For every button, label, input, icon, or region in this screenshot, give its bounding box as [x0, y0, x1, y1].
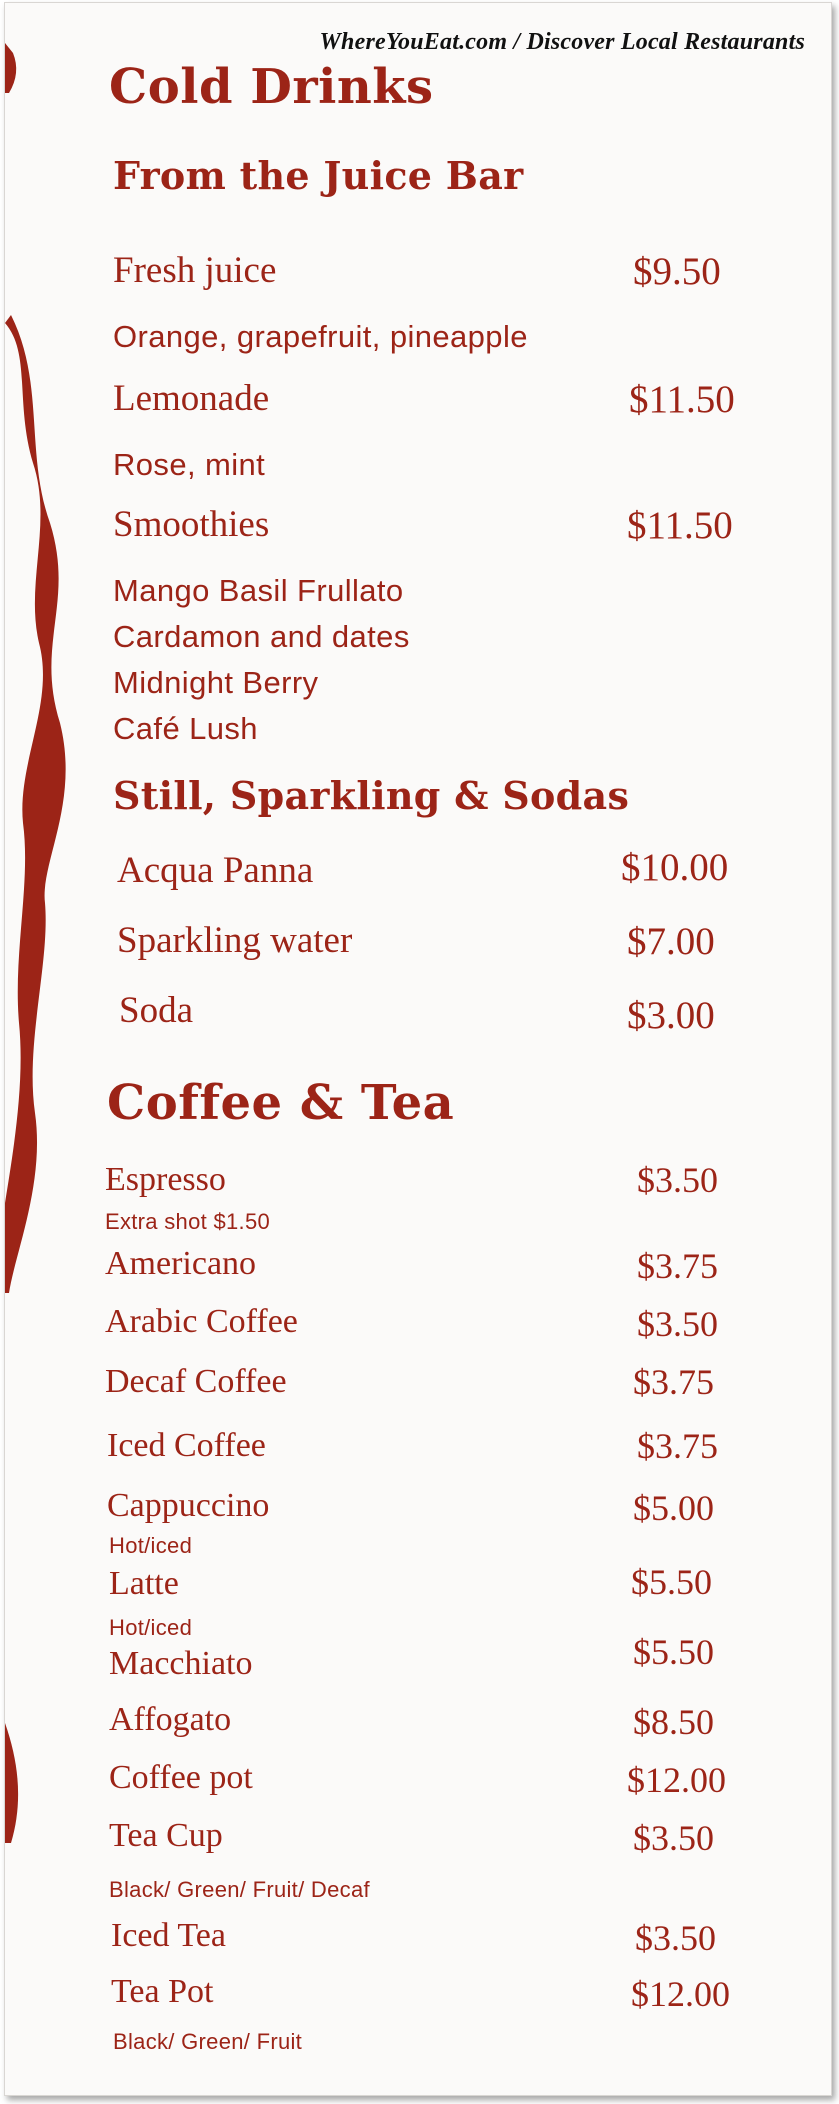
menu-item-price: $5.50: [633, 1632, 714, 1672]
menu-item-name: Smoothies: [113, 504, 270, 545]
menu-item-price: $12.00: [627, 1760, 726, 1800]
menu-item-price: $3.00: [627, 994, 715, 1037]
menu-item-note: Hot/iced: [109, 1615, 193, 1640]
subsection-title-sodas: Still, Sparkling & Sodas: [113, 773, 630, 818]
menu-item-note: Black/ Green/ Fruit/ Decaf: [109, 1877, 370, 1902]
menu-item-name: Iced Tea: [111, 1917, 226, 1954]
menu-item-price: $8.50: [633, 1702, 714, 1742]
menu-page: [4, 2, 832, 2096]
menu-item-description: Rose, mint: [113, 447, 266, 482]
section-title-cold-drinks: Cold Drinks: [109, 59, 434, 115]
menu-item-name: Sparkling water: [117, 920, 353, 961]
menu-item-price: $3.75: [637, 1426, 718, 1466]
menu-item-name: Acqua Panna: [117, 850, 314, 891]
menu-item-name: Coffee pot: [109, 1759, 253, 1796]
menu-item-name: Latte: [109, 1565, 179, 1602]
menu-item-name: Affogato: [109, 1701, 232, 1738]
menu-item-note: Black/ Green/ Fruit: [113, 2029, 303, 2054]
menu-item-name: Americano: [105, 1245, 257, 1282]
menu-item-price: $5.50: [631, 1562, 712, 1602]
menu-item-name: Espresso: [105, 1161, 226, 1198]
menu-item-price: $10.00: [621, 846, 729, 889]
menu-item-price: $3.50: [637, 1160, 718, 1200]
menu-item-name: Tea Pot: [111, 1973, 214, 2010]
menu-item-name: Cappuccino: [107, 1487, 270, 1524]
menu-item-price: $3.75: [637, 1246, 718, 1286]
subsection-title-juice-bar: From the Juice Bar: [113, 153, 524, 198]
menu-item-note: Extra shot $1.50: [105, 1209, 271, 1234]
smoothie-flavor: Café Lush: [113, 711, 258, 746]
menu-item-name: Decaf Coffee: [105, 1363, 287, 1400]
menu-item-name: Macchiato: [109, 1645, 253, 1682]
menu-item-description: Orange, grapefruit, pineapple: [113, 319, 528, 354]
menu-item-price: $11.50: [629, 378, 735, 421]
menu-item-name: Iced Coffee: [107, 1427, 266, 1464]
menu-item-price: $3.50: [633, 1818, 714, 1858]
watermark-text: WhereYouEat.com / Discover Local Restaurants: [319, 29, 805, 55]
menu-item-name: Fresh juice: [113, 250, 277, 291]
menu-item-price: $3.75: [633, 1362, 714, 1402]
smoothie-flavor: Mango Basil Frullato: [113, 573, 404, 608]
menu-item-price: $5.00: [633, 1488, 714, 1528]
menu-item-price: $9.50: [633, 250, 721, 293]
menu-item-price: $7.00: [627, 920, 715, 963]
menu-item-note: Hot/iced: [109, 1533, 193, 1558]
section-title-coffee-tea: Coffee & Tea: [107, 1075, 455, 1131]
menu-item-price: $12.00: [631, 1974, 730, 2014]
menu-item-name: Arabic Coffee: [105, 1303, 298, 1340]
decorative-wave: [5, 3, 125, 2095]
menu-item-name: Soda: [119, 990, 193, 1031]
menu-item-price: $3.50: [637, 1304, 718, 1344]
menu-item-name: Lemonade: [113, 378, 270, 419]
smoothie-flavor: Midnight Berry: [113, 665, 319, 700]
menu-item-price: $3.50: [635, 1918, 716, 1958]
smoothie-flavor: Cardamon and dates: [113, 619, 410, 654]
menu-item-name: Tea Cup: [109, 1817, 223, 1854]
menu-item-price: $11.50: [627, 504, 733, 547]
